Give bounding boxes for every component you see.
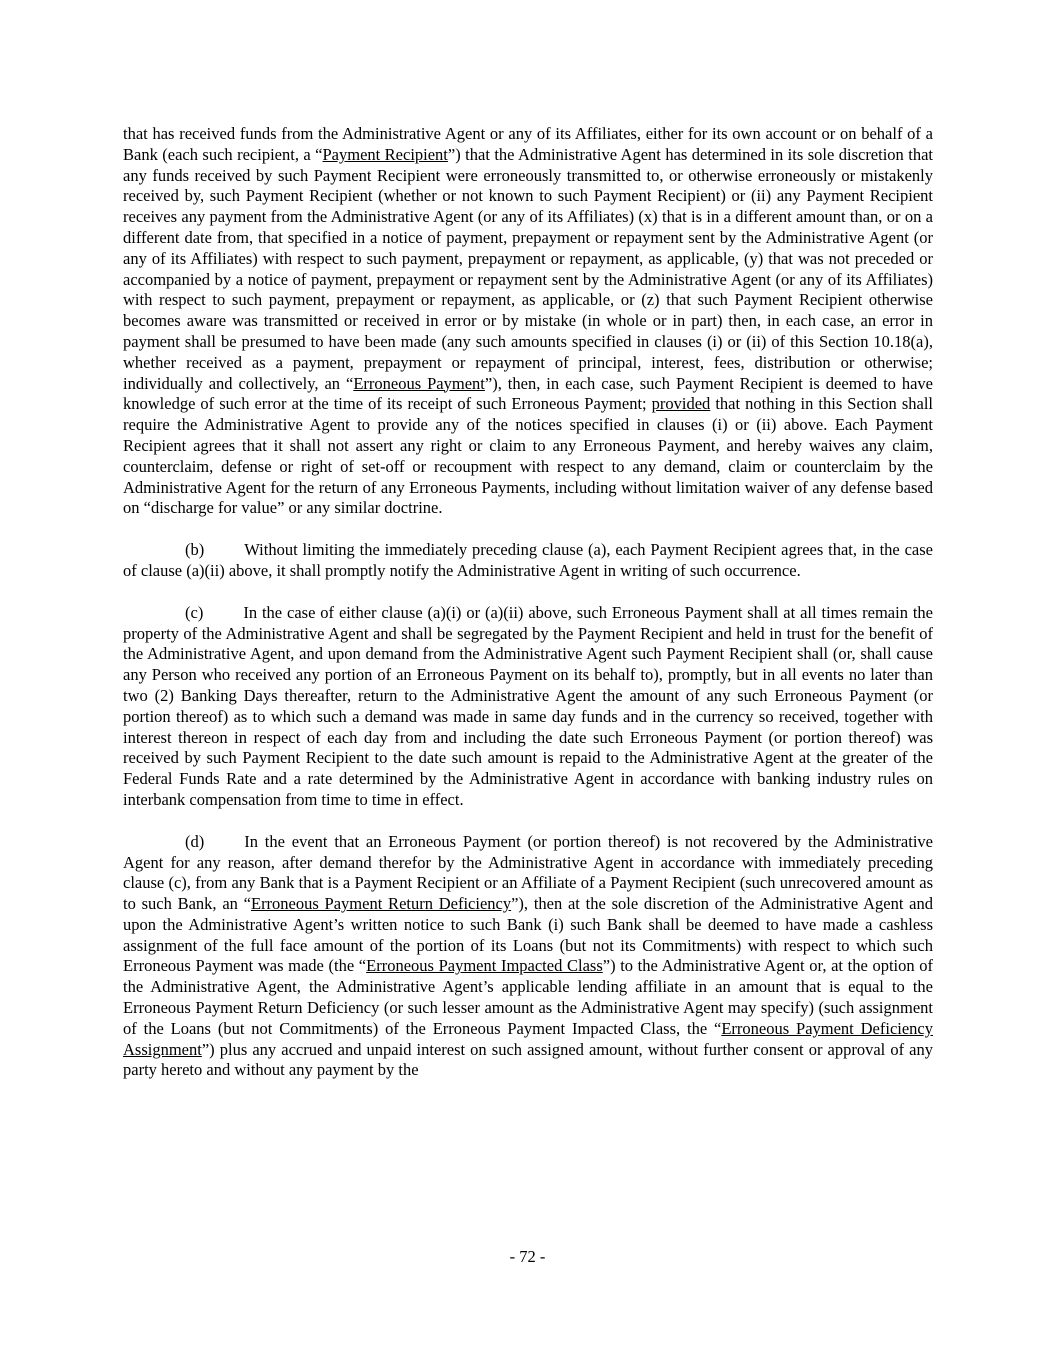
paragraph-clause-b — [123, 540, 933, 582]
defined-term: Erroneous Payment — [353, 373, 485, 393]
defined-term: Erroneous Payment Impacted Class — [366, 956, 603, 976]
text-run: ”) plus any accrued and unpaid interest on such assigned amount, without further consent or approval of any party hereto and without any payment by the — [123, 1039, 933, 1080]
text-run: ”), then at the sole discretion of the Administrative Agent and upon the Administrative Agent’s written notice to such Bank (i) such Bank shall be deemed to have made a cashless assignment of the full face amount of the portion of its Loans (but not its Commitments) with respect to which such Erroneous Payment was made (the “ — [123, 894, 933, 976]
paragraph-clause-c — [123, 603, 933, 811]
document-body — [123, 124, 933, 1081]
page-number: - 72 - — [509, 1247, 546, 1266]
text-run: (d) — [185, 831, 205, 851]
text-run: ”) to the Administrative Agent or, at the option of the Administrative Agent, the Administrative Agent’s applicable lending affiliate in an amount that is equal to the Erroneous Payment Return Deficiency (or such lesser amount as the Administrative Agent may specify) (such assignment of the Loans (but not Commitments) of the Erroneous Payment Impacted Class, the “ — [123, 956, 933, 1038]
text-run: that nothing in this Section shall require the Administrative Agent to provide any of the notices specified in clauses (i) or (ii) above. Each Payment Recipient agrees that it shall not assert any right or claim to any Erroneous Payment, and hereby waives any claim, counterclaim, defense or right of set-off or recoupment with respect to any demand, claim or counterclaim by the Administrative Agent for the return of any Erroneous Payments, including without limitation waiver of any defense based on “discharge for value” or any similar doctrine. — [123, 394, 933, 518]
text-run: Without limiting the immediately preceding clause (a), each Payment Recipient agrees that, in the case of clause (a)(ii) above, it shall promptly notify the Administrative Agent in writing of such occurrence. — [123, 540, 933, 580]
defined-term: Erroneous Payment Return Deficiency — [250, 894, 512, 914]
text-run: ”), then, in each case, such Payment Recipient is deemed to have knowledge of such error at the time of its receipt of such Erroneous Payment; — [123, 373, 934, 414]
defined-term: provided — [651, 394, 711, 414]
defined-term: Payment Recipient — [322, 144, 448, 164]
text-run: ”) that the Administrative Agent has determined in its sole discretion that any funds received by such Payment Recipient were erroneously transmitted to, or otherwise erroneously or mistakenly received by, such Payment Recipient (whether or not known to such Payment Recipient) or (ii) any Payment Recipient receives any payment from the Administrative Agent (or any of its Affiliates) (x) that is in a different amount than, or on a different date from, that specified in a notice of payment, prepayment or repayment sent by the Administrative Agent (or any of its Affiliates) with respect to such payment, prepayment or repayment, as applicable, (y) that was not preceded or accompanied by a notice of payment, prepayment or repayment sent by the Administrative Agent (or any of its Affiliates) with respect to such payment, prepayment or repayment, as applicable, or (z) that such Payment Recipient otherwise becomes aware was transmitted or received in error or by mistake (in whole or in part) then, in each case, an error in payment shall be presumed to have been made (any such amounts specified in clauses (i) or (ii) of this Section 10.18(a), whether received as a payment, prepayment or repayment of principal, interest, fees, distribution or otherwise; individually and collectively, an “ — [123, 144, 933, 393]
paragraph-clause-a — [123, 124, 933, 519]
text-run: (c) — [185, 602, 204, 622]
text-run: that has received funds from the Administrative Agent or any of its Affiliates, either for its own account or on behalf of a Bank (each such recipient, a “ — [123, 124, 933, 164]
text-run: In the event that an Erroneous Payment (or portion thereof) is not recovered by the Administrative Agent for any reason, after demand therefor by the Administrative Agent in accordance with immediately preceding clause (c), from any Bank that is a Payment Recipient or an Affiliate of a Payment Recipient (such unrecovered amount as to such Bank, an “ — [123, 831, 933, 914]
defined-term: Erroneous Payment Deficiency Assignment — [123, 1018, 934, 1059]
paragraph-clause-d — [123, 832, 933, 1082]
text-run: (b) — [185, 540, 205, 560]
text-run: In the case of either clause (a)(i) or (a)(ii) above, such Erroneous Payment shall at all times remain the property of the Administrative Agent and shall be segregated by the Payment Recipient and held in trust for the benefit of the Administrative Agent, and upon demand from the Administrative Agent such Payment Recipient shall (or, shall cause any Person who received any portion of an Erroneous Payment on its behalf to), promptly, but in all events no later than two (2) Banking Days thereafter, return to the Administrative Agent the amount of any such Erroneous Payment (or portion thereof) as to which such a demand was made in same day funds and in the currency so received, together with interest thereon in respect of each day from and including the date such Erroneous Payment (or portion thereof) was received by such Payment Recipient to the date such amount is repaid to the Administrative Agent at the greater of the Federal Funds Rate and a rate determined by the Administrative Agent in accordance with banking industry rules on interbank compensation from time to time in effect. — [123, 602, 933, 809]
